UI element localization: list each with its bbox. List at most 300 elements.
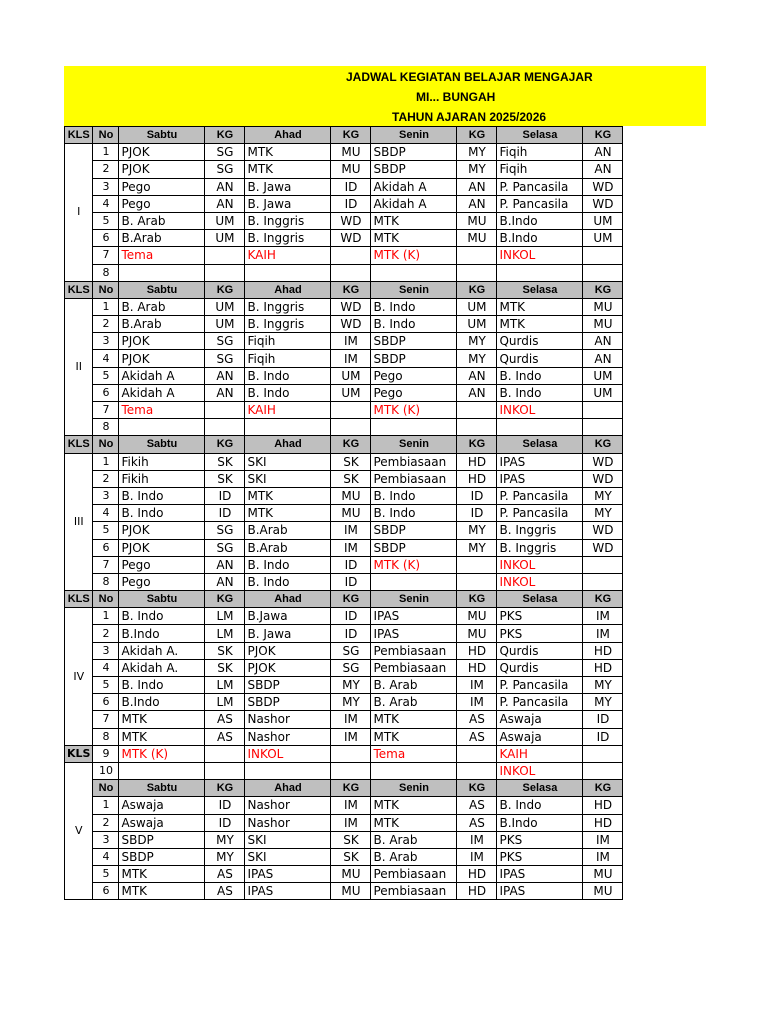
header-row [65, 780, 623, 797]
subject-cell: Pembiasaan [371, 883, 457, 900]
subject-cell: PKS [497, 608, 583, 625]
teacher-code-cell: MU [457, 625, 497, 642]
subject-cell: INKOL [245, 745, 331, 762]
teacher-code-cell: AS [457, 728, 497, 745]
teacher-code-cell: IM [331, 539, 371, 556]
table-row [65, 573, 623, 590]
subject-cell: B. Inggris [245, 230, 331, 247]
header-cell: KG [457, 281, 497, 298]
header-cell: Selasa [497, 281, 583, 298]
teacher-code-cell: MY [583, 505, 623, 522]
teacher-code-cell: IM [583, 848, 623, 865]
row-number: 5 [93, 677, 119, 694]
teacher-code-cell: IM [457, 831, 497, 848]
teacher-code-cell: UM [205, 298, 245, 315]
teacher-code-cell: UM [583, 367, 623, 384]
teacher-code-cell: IM [331, 350, 371, 367]
header-cell: KG [205, 780, 245, 797]
teacher-code-cell: WD [331, 316, 371, 333]
row-number: 4 [93, 350, 119, 367]
subject-cell: MTK [371, 728, 457, 745]
row-number: 2 [93, 625, 119, 642]
subject-cell: SBDP [371, 539, 457, 556]
row-number: 3 [93, 642, 119, 659]
teacher-code-cell: IM [331, 797, 371, 814]
teacher-code-cell: SG [205, 144, 245, 161]
subject-cell: Pembiasaan [371, 642, 457, 659]
header-cell: Selasa [497, 591, 583, 608]
teacher-code-cell: MU [583, 866, 623, 883]
teacher-code-cell: SG [205, 539, 245, 556]
subject-cell: B.Indo [119, 694, 205, 711]
subject-cell: B. Inggris [245, 212, 331, 229]
subject-cell: PJOK [245, 659, 331, 676]
teacher-code-cell: WD [331, 230, 371, 247]
teacher-code-cell: SK [205, 470, 245, 487]
teacher-code-cell: AN [205, 367, 245, 384]
table-row [65, 247, 623, 264]
header-cell: KG [205, 127, 245, 144]
subject-cell: P. Pancasila [497, 505, 583, 522]
table-row [65, 487, 623, 504]
header-cell: Sabtu [119, 436, 205, 453]
header-row [65, 591, 623, 608]
teacher-code-cell: WD [331, 298, 371, 315]
teacher-code-cell: MU [331, 883, 371, 900]
table-row [65, 762, 623, 779]
teacher-code-cell [205, 247, 245, 264]
subject-cell: B. Arab [371, 677, 457, 694]
teacher-code-cell: SG [331, 642, 371, 659]
subject-cell: INKOL [497, 762, 583, 779]
teacher-code-cell: MU [457, 608, 497, 625]
subject-cell: Akidah A [371, 178, 457, 195]
row-number: 1 [93, 608, 119, 625]
header-cell: Sabtu [119, 591, 205, 608]
subject-cell: Qurdis [497, 333, 583, 350]
teacher-code-cell: AN [457, 384, 497, 401]
subject-cell: P. Pancasila [497, 487, 583, 504]
teacher-code-cell: ID [457, 487, 497, 504]
table-row [65, 230, 623, 247]
subject-cell: PJOK [245, 642, 331, 659]
teacher-code-cell: MY [457, 161, 497, 178]
subject-cell: Akidah A [119, 384, 205, 401]
subject-cell: PJOK [119, 161, 205, 178]
subject-cell: B.Indo [497, 814, 583, 831]
row-number: 10 [93, 762, 119, 779]
subject-cell: PJOK [119, 522, 205, 539]
subject-cell: Aswaja [119, 814, 205, 831]
header-cell: KG [331, 591, 371, 608]
table-row [65, 195, 623, 212]
subject-cell: MTK [245, 505, 331, 522]
subject-cell: SKI [245, 831, 331, 848]
subject-cell: Pego [119, 195, 205, 212]
teacher-code-cell: HD [583, 659, 623, 676]
teacher-code-cell: IM [583, 608, 623, 625]
teacher-code-cell [457, 762, 497, 779]
header-cell: KLS [65, 436, 93, 453]
teacher-code-cell: UM [457, 298, 497, 315]
table-row [65, 866, 623, 883]
teacher-code-cell: MY [583, 487, 623, 504]
teacher-code-cell: MU [331, 144, 371, 161]
row-number: 6 [93, 384, 119, 401]
subject-cell: MTK [497, 316, 583, 333]
subject-cell: P. Pancasila [497, 178, 583, 195]
teacher-code-cell: SG [205, 161, 245, 178]
header-cell: KG [331, 780, 371, 797]
subject-cell: PKS [497, 848, 583, 865]
header-cell: Ahad [245, 591, 331, 608]
row-number: 7 [93, 556, 119, 573]
subject-cell: B. Arab [371, 831, 457, 848]
subject-cell: P. Pancasila [497, 195, 583, 212]
table-row [65, 144, 623, 161]
subject-cell: IPAS [497, 453, 583, 470]
teacher-code-cell: HD [457, 470, 497, 487]
header-cell: KG [331, 127, 371, 144]
teacher-code-cell: MY [457, 144, 497, 161]
subject-cell: Akidah A. [119, 659, 205, 676]
teacher-code-cell [583, 573, 623, 590]
header-cell: Senin [371, 127, 457, 144]
teacher-code-cell [457, 419, 497, 436]
table-row [65, 883, 623, 900]
table-row [65, 419, 623, 436]
subject-cell: Fiqih [497, 161, 583, 178]
teacher-code-cell: MU [331, 161, 371, 178]
subject-cell: Akidah A. [119, 642, 205, 659]
teacher-code-cell: LM [205, 677, 245, 694]
header-cell: No [93, 436, 119, 453]
table-row [65, 522, 623, 539]
subject-cell: B.Jawa [245, 608, 331, 625]
header-row [65, 127, 623, 144]
subject-cell: MTK [371, 814, 457, 831]
teacher-code-cell: WD [583, 539, 623, 556]
subject-cell: KAIH [245, 247, 331, 264]
subject-cell: MTK [371, 797, 457, 814]
subject-cell: MTK [245, 144, 331, 161]
row-number: 9 [93, 745, 119, 762]
teacher-code-cell: HD [457, 453, 497, 470]
teacher-code-cell [457, 573, 497, 590]
teacher-code-cell: AN [205, 384, 245, 401]
subject-cell: Fikih [119, 453, 205, 470]
subject-cell: Aswaja [119, 797, 205, 814]
table-row [65, 212, 623, 229]
subject-cell: Pego [371, 384, 457, 401]
subject-cell: B. Arab [119, 298, 205, 315]
subject-cell: B. Jawa [245, 625, 331, 642]
teacher-code-cell [583, 556, 623, 573]
teacher-code-cell: IM [331, 333, 371, 350]
row-number: 5 [93, 866, 119, 883]
header-cell: Ahad [245, 780, 331, 797]
teacher-code-cell: HD [457, 659, 497, 676]
header-cell: No [93, 127, 119, 144]
teacher-code-cell: MY [457, 539, 497, 556]
schedule-table [64, 126, 623, 900]
subject-cell: SBDP [371, 522, 457, 539]
subject-cell: Akidah A [371, 195, 457, 212]
teacher-code-cell: MU [583, 316, 623, 333]
subject-cell: MTK [245, 161, 331, 178]
row-number: 3 [93, 333, 119, 350]
subject-cell: B. Inggris [497, 539, 583, 556]
subject-cell [497, 419, 583, 436]
teacher-code-cell: SG [205, 333, 245, 350]
table-row [65, 711, 623, 728]
teacher-code-cell: WD [583, 453, 623, 470]
row-number: 6 [93, 539, 119, 556]
table-row [65, 745, 623, 762]
teacher-code-cell [457, 556, 497, 573]
teacher-code-cell: AN [583, 144, 623, 161]
table-row [65, 350, 623, 367]
teacher-code-cell: IM [457, 677, 497, 694]
teacher-code-cell: AN [205, 573, 245, 590]
subject-cell: Qurdis [497, 659, 583, 676]
subject-cell: Tema [119, 402, 205, 419]
teacher-code-cell: AS [205, 866, 245, 883]
teacher-code-cell: UM [205, 316, 245, 333]
teacher-code-cell: AN [583, 161, 623, 178]
table-row [65, 642, 623, 659]
row-number: 6 [93, 883, 119, 900]
teacher-code-cell [331, 745, 371, 762]
subject-cell: MTK [119, 866, 205, 883]
row-number: 2 [93, 814, 119, 831]
header-cell: No [93, 281, 119, 298]
teacher-code-cell: IM [331, 711, 371, 728]
row-number: 5 [93, 367, 119, 384]
teacher-code-cell: AN [457, 195, 497, 212]
table-row [65, 161, 623, 178]
teacher-code-cell: WD [583, 470, 623, 487]
subject-cell: SBDP [245, 694, 331, 711]
subject-cell [371, 573, 457, 590]
table-row [65, 505, 623, 522]
table-row [65, 178, 623, 195]
subject-cell: Fiqih [497, 144, 583, 161]
header-cell: KG [205, 281, 245, 298]
subject-cell: Pembiasaan [371, 866, 457, 883]
teacher-code-cell: AN [583, 350, 623, 367]
subject-cell: PKS [497, 625, 583, 642]
row-number: 4 [93, 195, 119, 212]
teacher-code-cell: AS [205, 728, 245, 745]
teacher-code-cell: SK [331, 848, 371, 865]
header-cell: KLS [65, 281, 93, 298]
subject-cell: MTK [371, 212, 457, 229]
subject-cell [497, 264, 583, 281]
teacher-code-cell: MY [457, 333, 497, 350]
header-cell: KLS [65, 591, 93, 608]
subject-cell: Fiqih [245, 350, 331, 367]
row-number: 4 [93, 848, 119, 865]
header-cell: KG [583, 591, 623, 608]
subject-cell: INKOL [497, 556, 583, 573]
teacher-code-cell [457, 745, 497, 762]
subject-cell [119, 419, 205, 436]
subject-cell: MTK [245, 487, 331, 504]
teacher-code-cell: UM [205, 230, 245, 247]
class-label: I [65, 144, 93, 282]
subject-cell: Pego [119, 573, 205, 590]
subject-cell [371, 419, 457, 436]
subject-cell: Pembiasaan [371, 659, 457, 676]
teacher-code-cell: ID [205, 814, 245, 831]
subject-cell: SBDP [371, 144, 457, 161]
teacher-code-cell: AN [205, 556, 245, 573]
header-cell: Senin [371, 780, 457, 797]
header-cell: Senin [371, 436, 457, 453]
subject-cell: B.Indo [497, 212, 583, 229]
subject-cell: SBDP [119, 848, 205, 865]
subject-cell [245, 264, 331, 281]
subject-cell: B. Arab [119, 212, 205, 229]
teacher-code-cell: ID [583, 728, 623, 745]
row-number: 4 [93, 505, 119, 522]
teacher-code-cell: LM [205, 608, 245, 625]
teacher-code-cell [583, 419, 623, 436]
teacher-code-cell: HD [583, 642, 623, 659]
teacher-code-cell [331, 264, 371, 281]
teacher-code-cell: AN [457, 178, 497, 195]
header-cell: Sabtu [119, 127, 205, 144]
subject-cell [371, 264, 457, 281]
teacher-code-cell: ID [205, 487, 245, 504]
subject-cell [371, 762, 457, 779]
subject-cell: SBDP [245, 677, 331, 694]
header-cell: KG [583, 780, 623, 797]
subject-cell: IPAS [497, 470, 583, 487]
header-row [65, 281, 623, 298]
subject-cell: B. Indo [245, 556, 331, 573]
subject-cell: B. Indo [497, 384, 583, 401]
table-row [65, 797, 623, 814]
header-cell: KG [457, 591, 497, 608]
subject-cell: Tema [371, 745, 457, 762]
teacher-code-cell [205, 264, 245, 281]
subject-cell: B. Arab [371, 848, 457, 865]
header-cell: KG [205, 591, 245, 608]
teacher-code-cell [331, 762, 371, 779]
header-cell: KG [331, 436, 371, 453]
teacher-code-cell: MY [457, 522, 497, 539]
teacher-code-cell: MY [583, 694, 623, 711]
teacher-code-cell: MU [331, 866, 371, 883]
title-banner [64, 66, 706, 126]
teacher-code-cell: SK [331, 470, 371, 487]
row-number: 3 [93, 178, 119, 195]
header-cell: KG [205, 436, 245, 453]
subject-cell: Aswaja [497, 728, 583, 745]
subject-cell: SKI [245, 848, 331, 865]
header-cell: KG [583, 127, 623, 144]
subject-cell: Tema [119, 247, 205, 264]
row-number: 8 [93, 419, 119, 436]
subject-cell: B. Jawa [245, 178, 331, 195]
subject-cell: Fiqih [245, 333, 331, 350]
subject-cell: B.Arab [119, 316, 205, 333]
subject-cell: IPAS [497, 866, 583, 883]
header-cell: Sabtu [119, 281, 205, 298]
subject-cell: MTK (K) [371, 556, 457, 573]
teacher-code-cell: MU [331, 487, 371, 504]
subject-cell: SBDP [119, 831, 205, 848]
table-row [65, 608, 623, 625]
header-cell: Selasa [497, 780, 583, 797]
subject-cell: MTK [371, 711, 457, 728]
table-row [65, 539, 623, 556]
teacher-code-cell: ID [331, 556, 371, 573]
teacher-code-cell: AS [205, 711, 245, 728]
subject-cell: MTK [497, 298, 583, 315]
subject-cell: P. Pancasila [497, 677, 583, 694]
teacher-code-cell [331, 402, 371, 419]
header-cell: KG [331, 281, 371, 298]
row-number: 2 [93, 161, 119, 178]
row-number: 5 [93, 522, 119, 539]
subject-cell [245, 762, 331, 779]
teacher-code-cell: UM [583, 384, 623, 401]
subject-cell: SBDP [371, 333, 457, 350]
row-number: 5 [93, 212, 119, 229]
teacher-code-cell: UM [583, 230, 623, 247]
subject-cell: IPAS [371, 625, 457, 642]
subject-cell: KAIH [497, 745, 583, 762]
class-label: III [65, 453, 93, 591]
subject-cell: B. Indo [371, 487, 457, 504]
row-number: 1 [93, 298, 119, 315]
teacher-code-cell [583, 247, 623, 264]
teacher-code-cell: MU [583, 883, 623, 900]
table-row [65, 384, 623, 401]
subject-cell [119, 762, 205, 779]
header-row [65, 436, 623, 453]
subject-cell: PJOK [119, 539, 205, 556]
header-cell: Sabtu [119, 780, 205, 797]
table-row [65, 625, 623, 642]
row-number: 7 [93, 247, 119, 264]
subject-cell: Pego [119, 178, 205, 195]
teacher-code-cell: WD [583, 195, 623, 212]
subject-cell: SBDP [371, 161, 457, 178]
teacher-code-cell [205, 745, 245, 762]
teacher-code-cell: IM [457, 848, 497, 865]
subject-cell: B. Indo [371, 316, 457, 333]
teacher-code-cell: AN [457, 367, 497, 384]
teacher-code-cell: MY [331, 677, 371, 694]
teacher-code-cell: HD [583, 797, 623, 814]
subject-cell: Nashor [245, 814, 331, 831]
teacher-code-cell: HD [457, 866, 497, 883]
subject-cell: Akidah A [119, 367, 205, 384]
subject-cell: IPAS [245, 883, 331, 900]
subject-cell: PJOK [119, 350, 205, 367]
row-number: 8 [93, 264, 119, 281]
teacher-code-cell: ID [205, 797, 245, 814]
row-number: 2 [93, 470, 119, 487]
subject-cell: SKI [245, 470, 331, 487]
teacher-code-cell: ID [331, 608, 371, 625]
teacher-code-cell: IM [583, 831, 623, 848]
header-cell: KG [457, 436, 497, 453]
